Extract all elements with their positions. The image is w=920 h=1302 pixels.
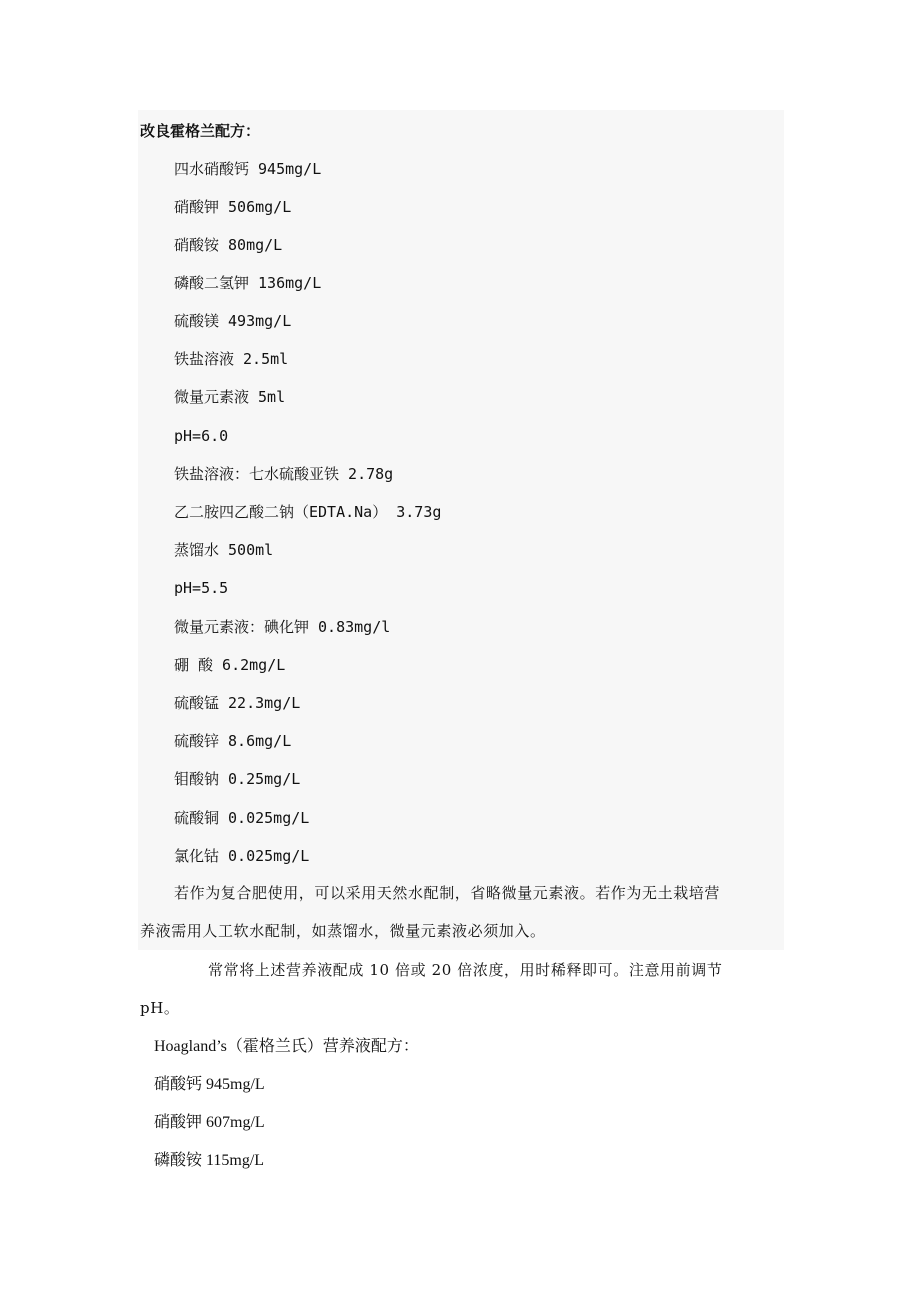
formula-item: 氯化钴 0.025mg/L [174,847,310,865]
formula-item: 微量元素液 5ml [174,388,286,406]
formula-item: 硼 酸 6.2mg/L [174,656,286,674]
dilution-line-2: pH。 [140,999,180,1017]
modified-formula-title: 改良霍格兰配方： [140,122,261,140]
formula-item: 硝酸钾 506mg/L [174,198,292,216]
formula-item: 钼酸钠 0.25mg/L [174,770,301,788]
formula-item: 磷酸二氢钾 136mg/L [174,274,322,292]
note-line-2: 养液需用人工软水配制，如蒸馏水，微量元素液必须加入。 [140,922,546,940]
formula-item: 微量元素液：碘化钾 0.83mg/l [174,618,391,636]
hoagland-item: 硝酸钙 945mg/L [154,1076,265,1093]
formula-item: 铁盐溶液 2.5ml [174,350,289,368]
formula-item: 四水硝酸钙 945mg/L [174,160,322,178]
formula-item: 铁盐溶液：七水硫酸亚铁 2.78g [174,465,394,483]
dilution-line-1: 常常将上述营养液配成 10 倍或 20 倍浓度，用时稀释即可。注意用前调节 [208,961,723,979]
formula-item: pH=5.5 [174,579,229,597]
note-line-1: 若作为复合肥使用，可以采用天然水配制，省略微量元素液。若作为无土栽培营 [174,884,721,902]
formula-item: pH=6.0 [174,427,229,445]
formula-item: 硝酸铵 80mg/L [174,236,283,254]
formula-item: 硫酸镁 493mg/L [174,312,292,330]
formula-item: 硫酸锰 22.3mg/L [174,694,301,712]
formula-item: 硫酸铜 0.025mg/L [174,809,310,827]
formula-item: 乙二胺四乙酸二钠（EDTA.Na） 3.73g [174,503,442,521]
hoagland-item: 磷酸铵 115mg/L [154,1152,265,1169]
hoagland-item: 硝酸钾 607mg/L [154,1114,265,1131]
formula-item: 蒸馏水 500ml [174,541,274,559]
formula-item: 硫酸锌 8.6mg/L [174,732,292,750]
hoagland-title: Hoagland’s（霍格兰氏）营养液配方： [154,1038,419,1055]
